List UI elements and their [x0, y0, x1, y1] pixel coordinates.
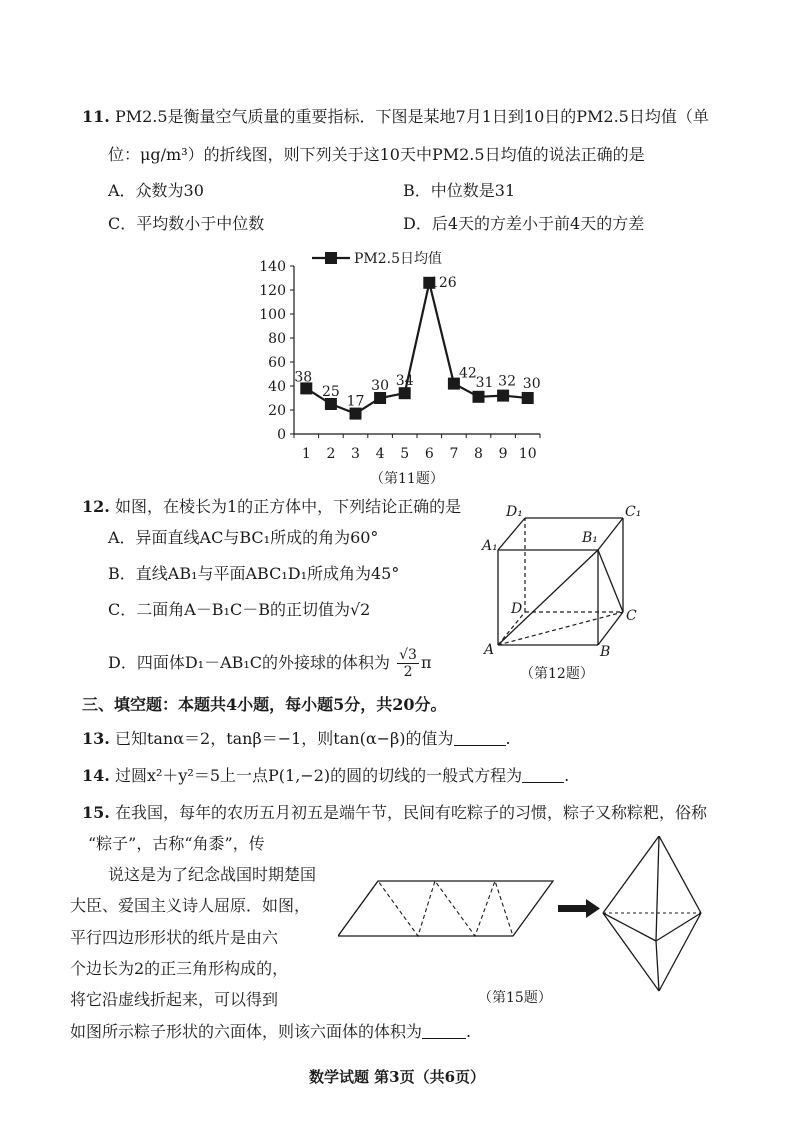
q11-option-d: D．后4天的方差小于前4天的方差 — [403, 214, 645, 233]
y-tick-label: 140 — [259, 259, 286, 275]
x-tick-label: 7 — [449, 446, 459, 462]
q15-caption: （第15题） — [478, 990, 552, 1006]
q12-fraction-den: 2 — [403, 664, 413, 680]
data-label: 31 — [475, 374, 494, 391]
q12-option-c: C．二面角A－B₁C－B的正切值为√2 — [108, 600, 371, 619]
cube-label-a: A — [484, 642, 495, 658]
q12-number: 12. — [82, 497, 110, 516]
q12-caption: （第12题） — [520, 666, 594, 682]
q14 — [82, 765, 569, 787]
x-tick-label: 1 — [301, 446, 311, 462]
pm25-line-chart — [250, 240, 550, 462]
data-label: 30 — [522, 376, 541, 392]
q15-period: . — [466, 1022, 472, 1041]
data-label: 34 — [395, 373, 414, 390]
y-tick-label: 100 — [259, 307, 286, 323]
data-label: 126 — [429, 274, 457, 291]
legend-label: PM2.5日均值 — [354, 251, 443, 267]
data-label: 25 — [321, 384, 340, 400]
q11-option-a: A．众数为30 — [108, 181, 204, 200]
q15-answer-blank — [422, 1022, 466, 1039]
x-tick-label: 2 — [326, 446, 336, 462]
data-label: 32 — [498, 373, 517, 390]
q12-option-a: A．异面直线AC与BC₁所成的角为60° — [108, 528, 379, 547]
q14-answer-blank — [522, 766, 564, 783]
q11-option-c: C．平均数小于中位数 — [108, 214, 265, 233]
q15-line6: 个边长为2的正三角形构成的， — [70, 959, 289, 978]
q15-line5: 平行四边形形状的纸片是由六 — [70, 928, 279, 947]
section-3-heading: 三、填空题：本题共4小题，每小题5分，共20分。 — [82, 695, 447, 714]
q12-option-b: B．直线AB₁与平面ABC₁D₁所成角为45° — [108, 564, 400, 583]
q12-option-d-text: D．四面体D₁－AB₁C的外接球的体积为 — [108, 653, 391, 672]
q13-answer-blank — [454, 729, 506, 746]
y-tick-label: 20 — [268, 403, 286, 419]
q13-period: . — [505, 729, 511, 748]
cube-label-d1: D₁ — [506, 504, 523, 520]
q15-text-line8: 如图所示粽子形状的六面体，则该六面体的体积为 — [70, 1022, 423, 1041]
q12-option-d — [108, 647, 431, 680]
zongzi-figure — [338, 836, 718, 994]
q15-line1 — [82, 802, 707, 824]
q12-stem-line — [82, 496, 461, 518]
cube-label-c1: C₁ — [625, 504, 642, 520]
cube-label-b: B — [600, 644, 611, 660]
y-tick-label: 0 — [277, 427, 286, 443]
data-label: 17 — [346, 393, 365, 410]
q15-number: 15. — [82, 803, 110, 822]
cube-label-a1: A₁ — [482, 538, 498, 554]
cube-label-b1: B₁ — [582, 530, 598, 546]
data-label: 42 — [458, 365, 477, 382]
y-tick-label: 80 — [268, 331, 286, 347]
cube-figure — [478, 500, 648, 660]
q15-line7: 将它沿虚线折起来，可以得到 — [70, 990, 279, 1009]
data-point — [473, 391, 485, 403]
arrow-right-icon — [558, 899, 600, 918]
q12-fraction-num: √3 — [399, 647, 417, 663]
data-label: 30 — [371, 378, 390, 394]
x-tick-label: 8 — [474, 446, 483, 462]
q13-number: 13. — [82, 729, 110, 748]
q15-line8 — [70, 1021, 471, 1043]
cube-label-d: D — [511, 601, 523, 617]
q15-line4: 大臣、爱国主义诗人屈原．如图， — [70, 896, 311, 915]
q12-stem: 如图，在棱长为1的正方体中，下列结论正确的是 — [114, 497, 462, 516]
data-label: 38 — [294, 369, 313, 386]
q11-option-b: B．中位数是31 — [403, 181, 516, 200]
q15-line3: 说这是为了纪念战国时期楚国 — [108, 865, 317, 884]
q14-text: 过圆x²＋y²＝5上一点P(1,−2)的圆的切线的一般式方程为 — [114, 766, 523, 785]
q11-stem2: 位：μg/m³）的折线图，则下列关于这10天中PM2.5日均值的说法正确的是 — [108, 145, 645, 164]
x-tick-label: 3 — [351, 446, 360, 462]
legend-marker — [325, 252, 337, 264]
q11-stem1: PM2.5是衡量空气质量的重要指标．下图是某地7月1日到10日的PM2.5日均值（单 — [114, 107, 709, 126]
x-tick-label: 9 — [498, 446, 508, 462]
q15-line2: “粽子”，古称“角黍”，传 — [88, 834, 265, 853]
q12-option-d-pi: π — [420, 653, 432, 672]
q11-number: 11. — [82, 107, 110, 126]
q14-number: 14. — [82, 766, 110, 785]
x-tick-label: 4 — [375, 446, 385, 462]
q13-text: 已知tanα＝2，tanβ＝−1，则tan(α−β)的值为 — [114, 729, 454, 748]
page-footer: 数学试题 第3页（共6页） — [308, 1068, 486, 1086]
cube-label-c: C — [626, 608, 637, 624]
y-tick-label: 40 — [268, 379, 286, 395]
q11-stem-line1 — [82, 106, 709, 128]
data-point — [522, 392, 534, 404]
q11-caption: （第11题） — [370, 471, 444, 487]
y-tick-label: 60 — [268, 355, 286, 371]
x-tick-label: 6 — [424, 446, 434, 462]
x-tick-label: 5 — [400, 446, 410, 462]
data-point — [497, 390, 509, 402]
q13 — [82, 728, 511, 750]
q14-period: . — [564, 766, 570, 785]
x-tick-label: 10 — [518, 446, 537, 462]
q15-text-line1: 在我国，每年的农历五月初五是端午节，民间有吃粽子的习惯，粽子又称粽粑，俗称 — [114, 803, 707, 822]
y-tick-label: 120 — [259, 283, 286, 299]
q12-fraction — [397, 647, 419, 680]
